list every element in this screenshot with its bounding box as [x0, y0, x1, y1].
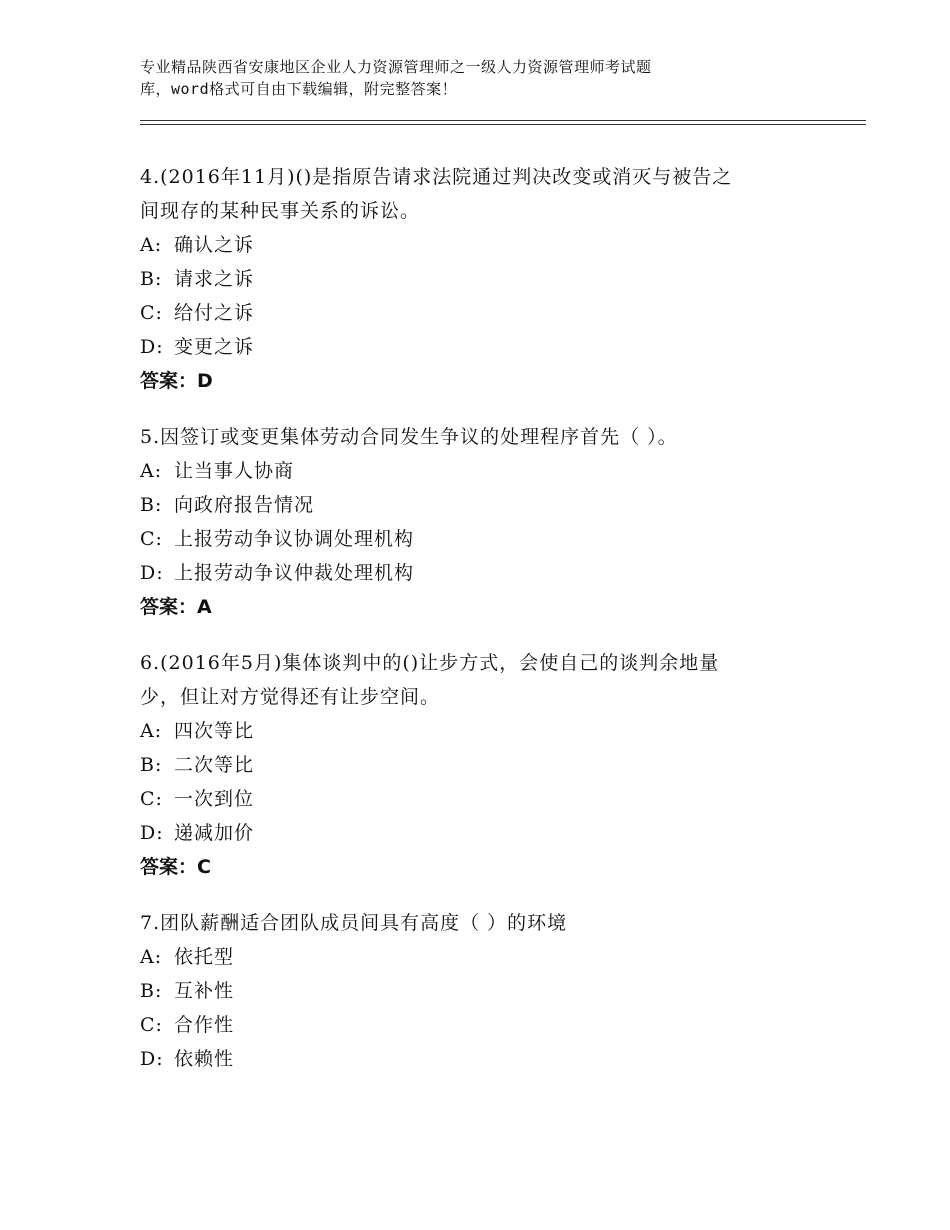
- question-stem: 5.因签订或变更集体劳动合同发生争议的处理程序首先（ ）。: [140, 426, 678, 448]
- answer-line: 答案：D: [140, 370, 213, 392]
- question-5: [140, 420, 840, 624]
- option-a: [140, 454, 840, 488]
- option-b: [140, 974, 840, 1008]
- option-text: 确认之诉: [174, 234, 255, 256]
- option-a: [140, 714, 840, 748]
- option-key: B:: [140, 268, 163, 290]
- question-stem-continued: 少，但让对方觉得还有让步空间。: [140, 686, 441, 708]
- option-text: 依托型: [174, 946, 235, 968]
- option-key: D:: [140, 1048, 164, 1070]
- option-text: 互补性: [174, 980, 235, 1002]
- option-key: B:: [140, 754, 163, 776]
- option-text: 上报劳动争议仲裁处理机构: [174, 562, 415, 584]
- option-d: [140, 556, 840, 590]
- question-4: [140, 160, 840, 398]
- option-text: 变更之诉: [174, 336, 255, 358]
- option-a: [140, 940, 840, 974]
- header-rule-top: [140, 120, 866, 121]
- option-text: 递减加价: [174, 822, 255, 844]
- option-key: A:: [140, 946, 163, 968]
- document-header: [140, 56, 800, 100]
- question-stem-continued: 间现存的某种民事关系的诉讼。: [140, 200, 421, 222]
- question-6: [140, 646, 840, 884]
- option-b: [140, 748, 840, 782]
- option-key: A:: [140, 234, 163, 256]
- option-key: D:: [140, 822, 164, 844]
- question-7: [140, 906, 840, 1076]
- question-stem: 7.团队薪酬适合团队成员间具有高度（ ）的环境: [140, 912, 568, 934]
- option-text: 向政府报告情况: [174, 494, 315, 516]
- question-list: [140, 160, 840, 1098]
- option-text: 让当事人协商: [174, 460, 295, 482]
- option-text: 四次等比: [174, 720, 255, 742]
- question-stem: 6.(2016年5月)集体谈判中的()让步方式，会使自己的谈判余地量: [140, 652, 720, 674]
- option-text: 给付之诉: [174, 302, 255, 324]
- option-c: [140, 1008, 840, 1042]
- option-text: 请求之诉: [174, 268, 255, 290]
- question-stem: 4.(2016年11月)()是指原告请求法院通过判决改变或消灭与被告之: [140, 166, 733, 188]
- header-line-2: 库，word格式可自由下载编辑，附完整答案！: [140, 80, 458, 98]
- option-key: D:: [140, 562, 164, 584]
- option-key: C:: [140, 1014, 163, 1036]
- option-d: [140, 330, 840, 364]
- answer-line: 答案：A: [140, 596, 212, 618]
- option-b: [140, 262, 840, 296]
- header-rule-bottom: [140, 124, 866, 125]
- option-key: D:: [140, 336, 164, 358]
- option-key: C:: [140, 528, 163, 550]
- option-key: C:: [140, 302, 163, 324]
- option-d: [140, 1042, 840, 1076]
- option-key: B:: [140, 980, 163, 1002]
- option-d: [140, 816, 840, 850]
- option-key: A:: [140, 460, 163, 482]
- option-text: 二次等比: [174, 754, 255, 776]
- option-c: [140, 296, 840, 330]
- option-c: [140, 522, 840, 556]
- option-c: [140, 782, 840, 816]
- answer-line: 答案：C: [140, 856, 211, 878]
- option-text: 合作性: [174, 1014, 235, 1036]
- option-text: 一次到位: [174, 788, 255, 810]
- header-line-1: 专业精品陕西省安康地区企业人力资源管理师之一级人力资源管理师考试题: [140, 58, 652, 76]
- option-key: A:: [140, 720, 163, 742]
- option-key: C:: [140, 788, 163, 810]
- option-key: B:: [140, 494, 163, 516]
- option-b: [140, 488, 840, 522]
- option-text: 上报劳动争议协调处理机构: [174, 528, 415, 550]
- option-a: [140, 228, 840, 262]
- option-text: 依赖性: [174, 1048, 235, 1070]
